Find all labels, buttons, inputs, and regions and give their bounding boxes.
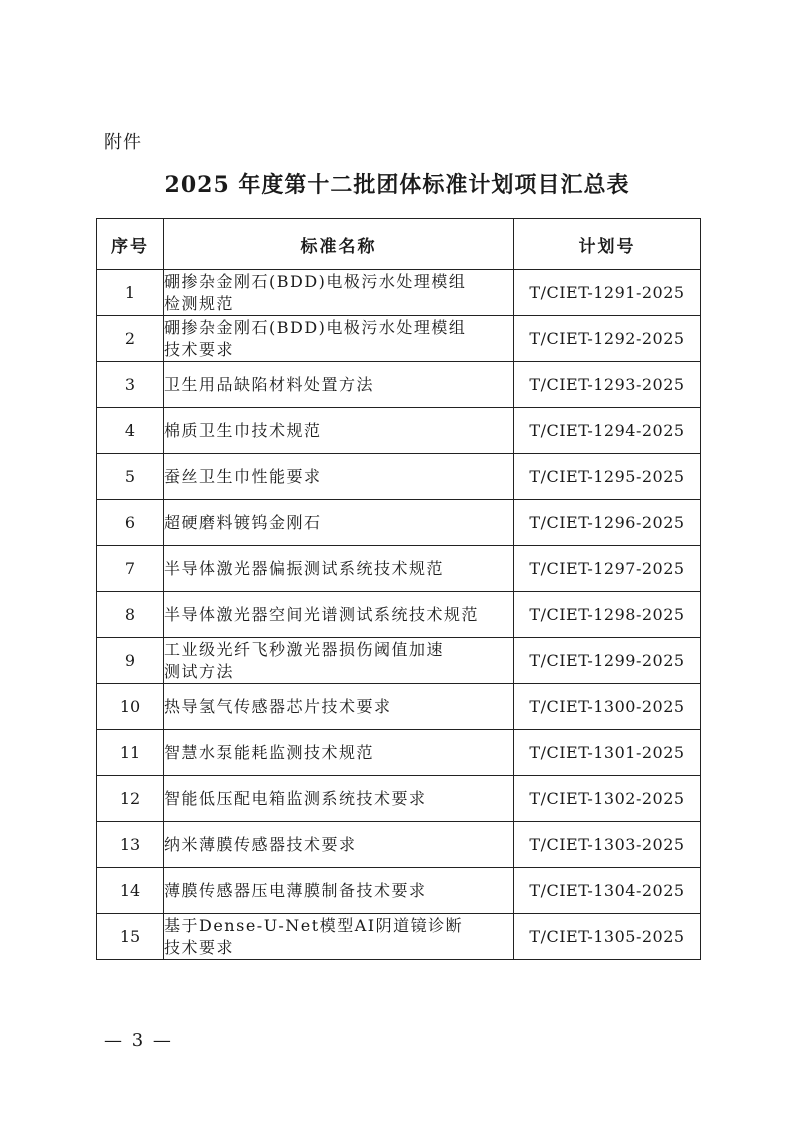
row-plan-number: T/CIET-1291-2025 [514, 270, 701, 316]
row-standard-name [164, 362, 514, 408]
table-row [97, 868, 701, 914]
row-plan-number: T/CIET-1294-2025 [514, 408, 701, 454]
table-row [97, 684, 701, 730]
row-standard-name [164, 592, 514, 638]
standard-name-line: 卫生用品缺陷材料处置方法 [164, 374, 375, 394]
row-serial-number: 6 [97, 500, 164, 546]
table-row [97, 500, 701, 546]
standard-name-line: 热导氢气传感器芯片技术要求 [164, 696, 392, 716]
row-plan-number: T/CIET-1295-2025 [514, 454, 701, 500]
table-row [97, 822, 701, 868]
row-standard-name [164, 454, 514, 500]
standards-plan-table [96, 218, 701, 960]
header-serial-number: 序号 [97, 219, 164, 270]
standard-name-line: 基于Dense-U-Net模型AI阴道镜诊断 [164, 915, 464, 935]
row-standard-name [164, 730, 514, 776]
table-row [97, 638, 701, 684]
row-standard-name [164, 868, 514, 914]
row-serial-number: 12 [97, 776, 164, 822]
table-row [97, 592, 701, 638]
row-serial-number: 13 [97, 822, 164, 868]
row-standard-name [164, 776, 514, 822]
row-plan-number: T/CIET-1298-2025 [514, 592, 701, 638]
row-serial-number: 11 [97, 730, 164, 776]
table-row [97, 546, 701, 592]
table-header-row [97, 219, 701, 270]
standard-name-line: 硼掺杂金刚石(BDD)电极污水处理模组 [164, 271, 467, 291]
standard-name-line: 测试方法 [164, 661, 235, 681]
standard-name-line: 超硬磨料镀钨金刚石 [164, 512, 322, 532]
table-row [97, 270, 701, 316]
row-plan-number: T/CIET-1296-2025 [514, 500, 701, 546]
row-serial-number: 15 [97, 914, 164, 960]
header-standard-name: 标准名称 [164, 219, 514, 270]
row-serial-number: 14 [97, 868, 164, 914]
attachment-label: 附件 [104, 132, 142, 153]
row-plan-number: T/CIET-1304-2025 [514, 868, 701, 914]
document-title: 2025 年度第十二批团体标准计划项目汇总表 [164, 172, 630, 198]
row-plan-number: T/CIET-1292-2025 [514, 316, 701, 362]
row-standard-name [164, 684, 514, 730]
standard-name-line: 智慧水泵能耗监测技术规范 [164, 742, 375, 762]
row-plan-number: T/CIET-1300-2025 [514, 684, 701, 730]
standard-name-line: 半导体激光器偏振测试系统技术规范 [164, 558, 445, 578]
row-plan-number: T/CIET-1297-2025 [514, 546, 701, 592]
standard-name-line: 技术要求 [164, 339, 235, 359]
standard-name-line: 硼掺杂金刚石(BDD)电极污水处理模组 [164, 317, 467, 337]
row-serial-number: 9 [97, 638, 164, 684]
row-serial-number: 4 [97, 408, 164, 454]
row-standard-name [164, 270, 514, 316]
standard-name-line: 蚕丝卫生巾性能要求 [164, 466, 322, 486]
standard-name-line: 技术要求 [164, 937, 235, 957]
row-serial-number: 3 [97, 362, 164, 408]
table-row [97, 730, 701, 776]
row-plan-number: T/CIET-1293-2025 [514, 362, 701, 408]
header-plan-number: 计划号 [514, 219, 701, 270]
row-plan-number: T/CIET-1303-2025 [514, 822, 701, 868]
row-standard-name [164, 822, 514, 868]
standard-name-line: 薄膜传感器压电薄膜制备技术要求 [164, 880, 427, 900]
row-plan-number: T/CIET-1305-2025 [514, 914, 701, 960]
table-row [97, 454, 701, 500]
table-row [97, 316, 701, 362]
standard-name-line: 半导体激光器空间光谱测试系统技术规范 [164, 604, 480, 624]
row-plan-number: T/CIET-1299-2025 [514, 638, 701, 684]
row-serial-number: 2 [97, 316, 164, 362]
standard-name-line: 纳米薄膜传感器技术要求 [164, 834, 357, 854]
row-serial-number: 8 [97, 592, 164, 638]
row-serial-number: 10 [97, 684, 164, 730]
table-body [97, 270, 701, 960]
row-standard-name [164, 408, 514, 454]
standard-name-line: 智能低压配电箱监测系统技术要求 [164, 788, 427, 808]
row-standard-name [164, 638, 514, 684]
table-row [97, 408, 701, 454]
row-serial-number: 5 [97, 454, 164, 500]
row-standard-name [164, 500, 514, 546]
table-row [97, 362, 701, 408]
table-row [97, 776, 701, 822]
row-serial-number: 1 [97, 270, 164, 316]
row-plan-number: T/CIET-1301-2025 [514, 730, 701, 776]
row-serial-number: 7 [97, 546, 164, 592]
standard-name-line: 检测规范 [164, 293, 235, 313]
standard-name-line: 棉质卫生巾技术规范 [164, 420, 322, 440]
page-number: — 3 — [104, 1030, 173, 1051]
row-standard-name [164, 316, 514, 362]
row-standard-name [164, 546, 514, 592]
row-standard-name [164, 914, 514, 960]
row-plan-number: T/CIET-1302-2025 [514, 776, 701, 822]
standard-name-line: 工业级光纤飞秒激光器损伤阈值加速 [164, 639, 445, 659]
table-row [97, 914, 701, 960]
